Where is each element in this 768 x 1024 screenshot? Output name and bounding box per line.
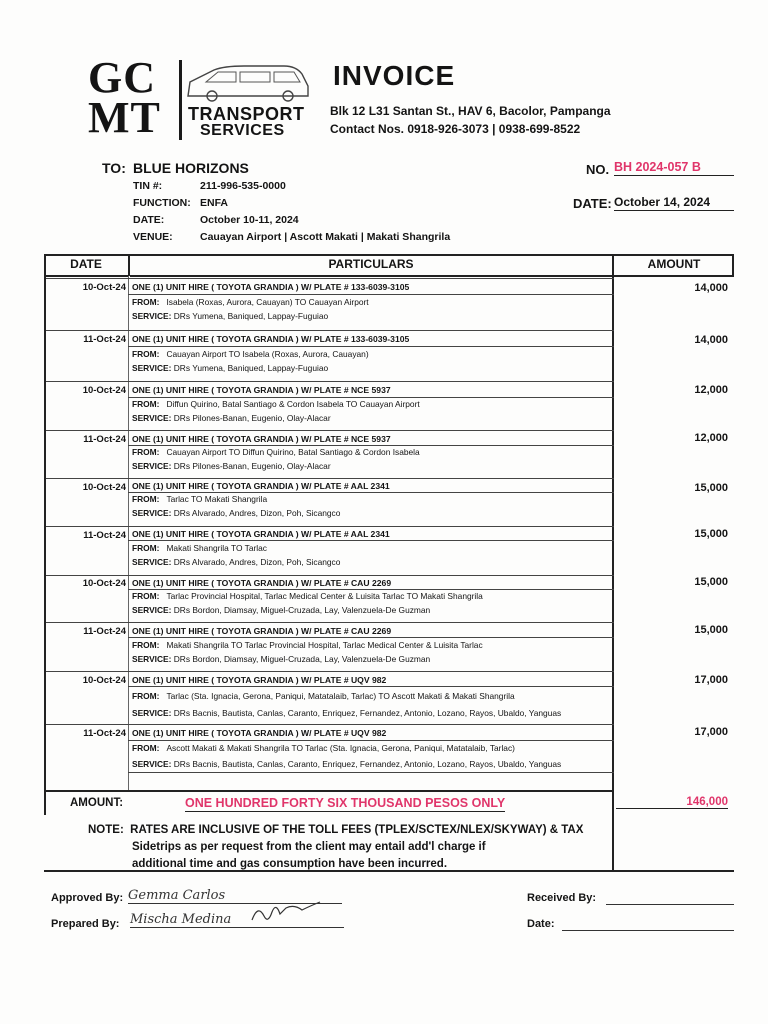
row-from: Isabela (Roxas, Aurora, Cauayan) TO Cauayan Airport bbox=[166, 297, 369, 307]
row-inner-line bbox=[128, 589, 614, 590]
amount-label: AMOUNT: bbox=[70, 797, 124, 809]
approved-by-signature: Gemma Carlos bbox=[128, 888, 342, 904]
row-service-label: SERVICE: bbox=[132, 654, 172, 664]
note-label: NOTE: bbox=[88, 824, 124, 836]
row-date: 10-Oct-24 bbox=[82, 675, 126, 686]
row-from-label: FROM: bbox=[132, 297, 160, 307]
row-date: 10-Oct-24 bbox=[82, 482, 126, 493]
company-contacts: Contact Nos. 0918-926-3073 | 0938-699-8522 bbox=[330, 122, 581, 136]
header-divider-1 bbox=[128, 254, 130, 276]
amount-in-words: ONE HUNDRED FORTY SIX THOUSAND PESOS ONLY bbox=[185, 796, 506, 810]
row-service-label: SERVICE: bbox=[132, 557, 172, 567]
invoice-no-value: BH 2024-057 B bbox=[614, 160, 734, 176]
row-date: 11-Oct-24 bbox=[83, 334, 126, 345]
to-label: TO: bbox=[102, 160, 126, 176]
row-unit: ONE (1) UNIT HIRE ( TOYOTA GRANDIA ) W/ PLATE # AAL 2341 bbox=[132, 481, 390, 491]
row-date: 11-Oct-24 bbox=[83, 626, 126, 637]
row-amount: 17,000 bbox=[694, 726, 728, 738]
row-from: Tarlac TO Makati Shangrila bbox=[166, 494, 268, 504]
row-inner-line bbox=[128, 772, 614, 773]
note-line-1: RATES ARE INCLUSIVE OF THE TOLL FEES (TPLEX/SCTEX/NLEX/SKYWAY) & TAX bbox=[130, 824, 584, 836]
venue-label: VENUE: bbox=[133, 231, 173, 243]
row-separator bbox=[46, 575, 614, 576]
row-amount: 14,000 bbox=[694, 282, 728, 294]
row-service: DRs Yumena, Baniqued, Lappay-Fuguiao bbox=[173, 363, 329, 373]
row-date: 11-Oct-24 bbox=[83, 434, 126, 445]
row-service: DRs Bordon, Diamsay, Miguel-Cruzada, Lay, Valenzuela-De Guzman bbox=[173, 654, 431, 664]
row-separator bbox=[46, 526, 614, 527]
row-service: DRs Bordon, Diamsay, Miguel-Cruzada, Lay, Valenzuela-De Guzman bbox=[173, 605, 431, 615]
row-inner-line bbox=[128, 492, 614, 493]
row-from-label: FROM: bbox=[132, 399, 160, 409]
row-from: Cauayan Airport TO Diffun Quirino, Batal Santiago & Cordon Isabela bbox=[166, 447, 420, 457]
row-from-label: FROM: bbox=[132, 640, 160, 650]
approved-by-label: Approved By: bbox=[51, 892, 124, 904]
row-unit: ONE (1) UNIT HIRE ( TOYOTA GRANDIA ) W/ PLATE # UQV 982 bbox=[132, 728, 387, 738]
row-service: DRs Yumena, Baniqued, Lappay-Fuguiao bbox=[173, 311, 329, 321]
row-from: Tarlac Provincial Hospital, Tarlac Medical Center & Luisita Tarlac TO Makati Shangrila bbox=[166, 591, 483, 601]
function-value: ENFA bbox=[200, 197, 229, 209]
company-address: Blk 12 L31 Santan St., HAV 6, Bacolor, Pampanga bbox=[330, 104, 611, 118]
invoice-date-value: October 14, 2024 bbox=[614, 195, 734, 211]
row-amount: 15,000 bbox=[694, 528, 728, 540]
row-inner-line bbox=[128, 294, 614, 295]
row-date: 10-Oct-24 bbox=[82, 385, 126, 396]
row-service-label: SERVICE: bbox=[132, 759, 172, 769]
row-amount: 15,000 bbox=[694, 482, 728, 494]
row-service: DRs Pilones-Banan, Eugenio, Olay-Alacar bbox=[173, 461, 331, 471]
received-date-label: Date: bbox=[527, 918, 555, 930]
row-amount: 12,000 bbox=[694, 432, 728, 444]
row-inner-line bbox=[128, 686, 614, 687]
note-line-2: Sidetrips as per request from the client may entail add'l charge if bbox=[132, 841, 486, 853]
row-service-label: SERVICE: bbox=[132, 311, 172, 321]
invoice-no-label: NO. bbox=[586, 162, 610, 177]
row-separator bbox=[46, 478, 614, 479]
row-from-label: FROM: bbox=[132, 543, 160, 553]
row-unit: ONE (1) UNIT HIRE ( TOYOTA GRANDIA ) W/ PLATE # 133-6039-3105 bbox=[132, 334, 410, 344]
row-separator bbox=[46, 278, 614, 279]
venue-value: Cauayan Airport | Ascott Makati | Makati Shangrila bbox=[200, 231, 451, 243]
row-from-label: FROM: bbox=[132, 447, 160, 457]
row-separator bbox=[46, 381, 614, 382]
row-date: 11-Oct-24 bbox=[83, 728, 126, 739]
row-amount: 14,000 bbox=[694, 334, 728, 346]
row-unit: ONE (1) UNIT HIRE ( TOYOTA GRANDIA ) W/ PLATE # CAU 2269 bbox=[132, 626, 392, 636]
header-particulars: PARTICULARS bbox=[130, 256, 612, 277]
row-separator bbox=[46, 724, 614, 725]
prepared-by-label: Prepared By: bbox=[51, 918, 120, 930]
note-line-3: additional time and gas consumption have been incurred. bbox=[132, 858, 448, 870]
row-service-label: SERVICE: bbox=[132, 461, 172, 471]
tin-label: TIN #: bbox=[133, 180, 163, 192]
row-date: 10-Oct-24 bbox=[82, 282, 126, 293]
received-by-label: Received By: bbox=[527, 892, 597, 904]
client-name: BLUE HORIZONS bbox=[133, 160, 249, 176]
row-service-label: SERVICE: bbox=[132, 605, 172, 615]
row-amount: 12,000 bbox=[694, 384, 728, 396]
row-service: DRs Bacnis, Bautista, Canlas, Caranto, Enriquez, Fernandez, Antonio, Lozano, Rayos, Ubaldo, Yanguas bbox=[173, 759, 562, 769]
row-amount: 17,000 bbox=[694, 674, 728, 686]
row-separator bbox=[46, 430, 614, 431]
logo-divider bbox=[179, 60, 182, 140]
row-service: DRs Alvarado, Andres, Dizon, Poh, Sicangco bbox=[173, 557, 341, 567]
table-left-border bbox=[44, 254, 46, 815]
company-address-block bbox=[330, 102, 611, 138]
invoice-date-label: DATE: bbox=[573, 196, 612, 211]
row-service: DRs Bacnis, Bautista, Canlas, Caranto, Enriquez, Fernandez, Antonio, Lozano, Rayos, Ubaldo, Yanguas bbox=[173, 708, 562, 718]
handwritten-signature-icon bbox=[250, 898, 322, 926]
row-date: 10-Oct-24 bbox=[82, 578, 126, 589]
event-date-value: October 10-11, 2024 bbox=[200, 214, 299, 226]
row-from-label: FROM: bbox=[132, 349, 160, 359]
row-inner-line bbox=[128, 397, 614, 398]
row-amount: 15,000 bbox=[694, 576, 728, 588]
row-from: Makati Shangrila TO Tarlac Provincial Hospital, Tarlac Medical Center & Luisita Tarlac bbox=[166, 640, 483, 650]
row-from: Tarlac (Sta. Ignacia, Gerona, Paniqui, Matatalaib, Tarlac) TO Ascott Makati & Makati Shangrila bbox=[166, 691, 515, 701]
row-service-label: SERVICE: bbox=[132, 413, 172, 423]
header-amount: AMOUNT bbox=[614, 256, 734, 277]
row-unit: ONE (1) UNIT HIRE ( TOYOTA GRANDIA ) W/ PLATE # NCE 5937 bbox=[132, 385, 391, 395]
row-service-label: SERVICE: bbox=[132, 708, 172, 718]
row-from: Makati Shangrila TO Tarlac bbox=[166, 543, 267, 553]
prepared-by-signature: Mischa Medina bbox=[130, 912, 344, 928]
table-bottom-border bbox=[44, 790, 614, 792]
row-unit: ONE (1) UNIT HIRE ( TOYOTA GRANDIA ) W/ PLATE # CAU 2269 bbox=[132, 578, 392, 588]
row-from: Cauayan Airport TO Isabela (Roxas, Aurora, Cauayan) bbox=[166, 349, 369, 359]
row-service: DRs Alvarado, Andres, Dizon, Poh, Sicangco bbox=[173, 508, 341, 518]
row-service-label: SERVICE: bbox=[132, 363, 172, 373]
header-right-border bbox=[732, 254, 734, 276]
row-unit: ONE (1) UNIT HIRE ( TOYOTA GRANDIA ) W/ PLATE # 133-6039-3105 bbox=[132, 282, 410, 292]
particulars-left-line bbox=[128, 276, 129, 790]
van-icon bbox=[184, 60, 314, 104]
row-separator bbox=[46, 671, 614, 672]
row-from: Ascott Makati & Makati Shangrila TO Tarlac (Sta. Ignacia, Gerona, Paniqui, Matatalaib, Tarlac) bbox=[166, 743, 515, 753]
row-inner-line bbox=[128, 445, 614, 446]
row-date: 11-Oct-24 bbox=[83, 530, 126, 541]
logo-letters-gc: GC bbox=[88, 53, 156, 102]
row-unit: ONE (1) UNIT HIRE ( TOYOTA GRANDIA ) W/ PLATE # UQV 982 bbox=[132, 675, 387, 685]
row-service: DRs Pilones-Banan, Eugenio, Olay-Alacar bbox=[173, 413, 331, 423]
row-separator bbox=[46, 622, 614, 623]
received-date-line bbox=[562, 930, 734, 931]
row-inner-line bbox=[128, 540, 614, 541]
row-amount: 15,000 bbox=[694, 624, 728, 636]
row-from-label: FROM: bbox=[132, 743, 160, 753]
logo-letters-mt: MT bbox=[88, 93, 161, 142]
row-from-label: FROM: bbox=[132, 591, 160, 601]
event-date-label: DATE: bbox=[133, 214, 165, 226]
row-unit: ONE (1) UNIT HIRE ( TOYOTA GRANDIA ) W/ PLATE # AAL 2341 bbox=[132, 529, 390, 539]
row-unit: ONE (1) UNIT HIRE ( TOYOTA GRANDIA ) W/ PLATE # NCE 5937 bbox=[132, 434, 391, 444]
row-from: Diffun Quirino, Batal Santiago & Cordon Isabela TO Cauayan Airport bbox=[166, 399, 420, 409]
row-separator bbox=[46, 330, 614, 331]
row-inner-line bbox=[128, 346, 614, 347]
invoice-title: INVOICE bbox=[333, 60, 456, 91]
company-name-line2: SERVICES bbox=[200, 122, 285, 139]
tin-value: 211-996-535-0000 bbox=[200, 180, 286, 192]
row-inner-line bbox=[128, 740, 614, 741]
note-block bbox=[88, 822, 583, 873]
row-from-label: FROM: bbox=[132, 494, 160, 504]
row-from-label: FROM: bbox=[132, 691, 160, 701]
amount-total: 146,000 bbox=[616, 796, 728, 809]
function-label: FUNCTION: bbox=[133, 197, 191, 209]
row-service-label: SERVICE: bbox=[132, 508, 172, 518]
company-name-line1: TRANSPORT bbox=[188, 104, 305, 124]
row-inner-line bbox=[128, 637, 614, 638]
received-by-line bbox=[606, 904, 734, 905]
header-date: DATE bbox=[44, 256, 128, 277]
